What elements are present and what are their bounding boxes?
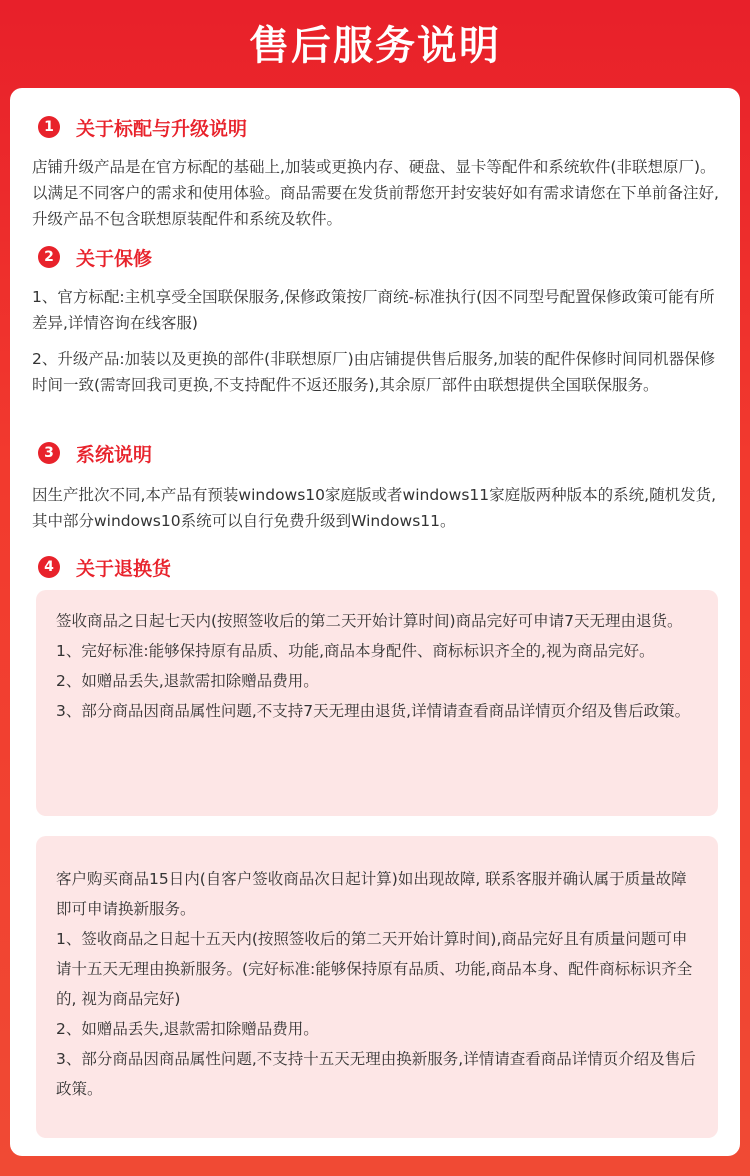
number-4-icon: 4 [38,556,60,578]
section-title: 关于保修 [76,247,153,270]
policy-line: 1、完好标准:能够保持原有品质、功能,商品本身配件、商标标识齐全的,视为商品完好。 [56,642,655,660]
section-paragraph: 因生产批次不同,本产品有预装windows10家庭版或者windows11家庭版两种版本的系统,随机发货,其中部分windows10系统可以自行免费升级到Windows11。 [32,486,716,530]
policy-line: 1、签收商品之日起十五天内(按照签收后的第二天开始计算时间),商品完好且有质量问题可申请十五天无理由换新服务。(完好标准:能够保持原有品质、功能,商品本身、配件商标标识齐全的, 视为商品完好) [56,930,693,1008]
policy-line: 2、如赠品丢失,退款需扣除赠品费用。 [56,672,319,690]
section-title: 系统说明 [76,443,153,466]
policy-line: 3、部分商品因商品属性问题,不支持十五天无理由换新服务,详情请查看商品详情页介绍及售后政策。 [56,1050,696,1098]
number-1-icon: 1 [38,116,60,138]
section-heading-4 [38,552,171,582]
section-heading-3 [38,438,152,468]
section-heading-2 [38,242,152,272]
number-2-icon: 2 [38,246,60,268]
section-paragraph: 2、升级产品:加装以及更换的部件(非联想原厂)由店铺提供售后服务,加装的配件保修时间同机器保修时间一致(需寄回我司更换,不支持配件不返还服务),其余原厂部件由联想提供全国联保服务。 [32,350,716,394]
policy-line: 3、部分商品因商品属性问题,不支持7天无理由退货,详情请查看商品详情页介绍及售后政策。 [56,702,691,720]
section-title: 关于标配与升级说明 [76,117,248,140]
exchange-policy-box [36,836,718,1138]
content-card [10,88,740,1156]
return-policy-box [36,590,718,816]
number-3-icon: 3 [38,442,60,464]
policy-line: 客户购买商品15日内(自客户签收商品次日起计算)如出现故障, 联系客服并确认属于质量故障即可申请换新服务。 [56,870,687,918]
section-paragraph: 1、官方标配:主机享受全国联保服务,保修政策按厂商统-标准执行(因不同型号配置保修政策可能有所差异,详情咨询在线客服) [32,288,715,332]
page-title: 售后服务说明 [249,23,501,69]
section-paragraph: 店铺升级产品是在官方标配的基础上,加装或更换内存、硬盘、显卡等配件和系统软件(非联想原厂)。以满足不同客户的需求和使用体验。商品需要在发货前帮您开封安装好如有需求请您在下单前备注好,升级产品不包含联想原装配件和系统及软件。 [32,158,719,228]
section-heading-1 [38,112,247,142]
policy-line: 2、如赠品丢失,退款需扣除赠品费用。 [56,1020,319,1038]
section-title: 关于退换货 [76,557,172,580]
policy-line: 签收商品之日起七天内(按照签收后的第二天开始计算时间)商品完好可申请7天无理由退货。 [56,612,683,630]
